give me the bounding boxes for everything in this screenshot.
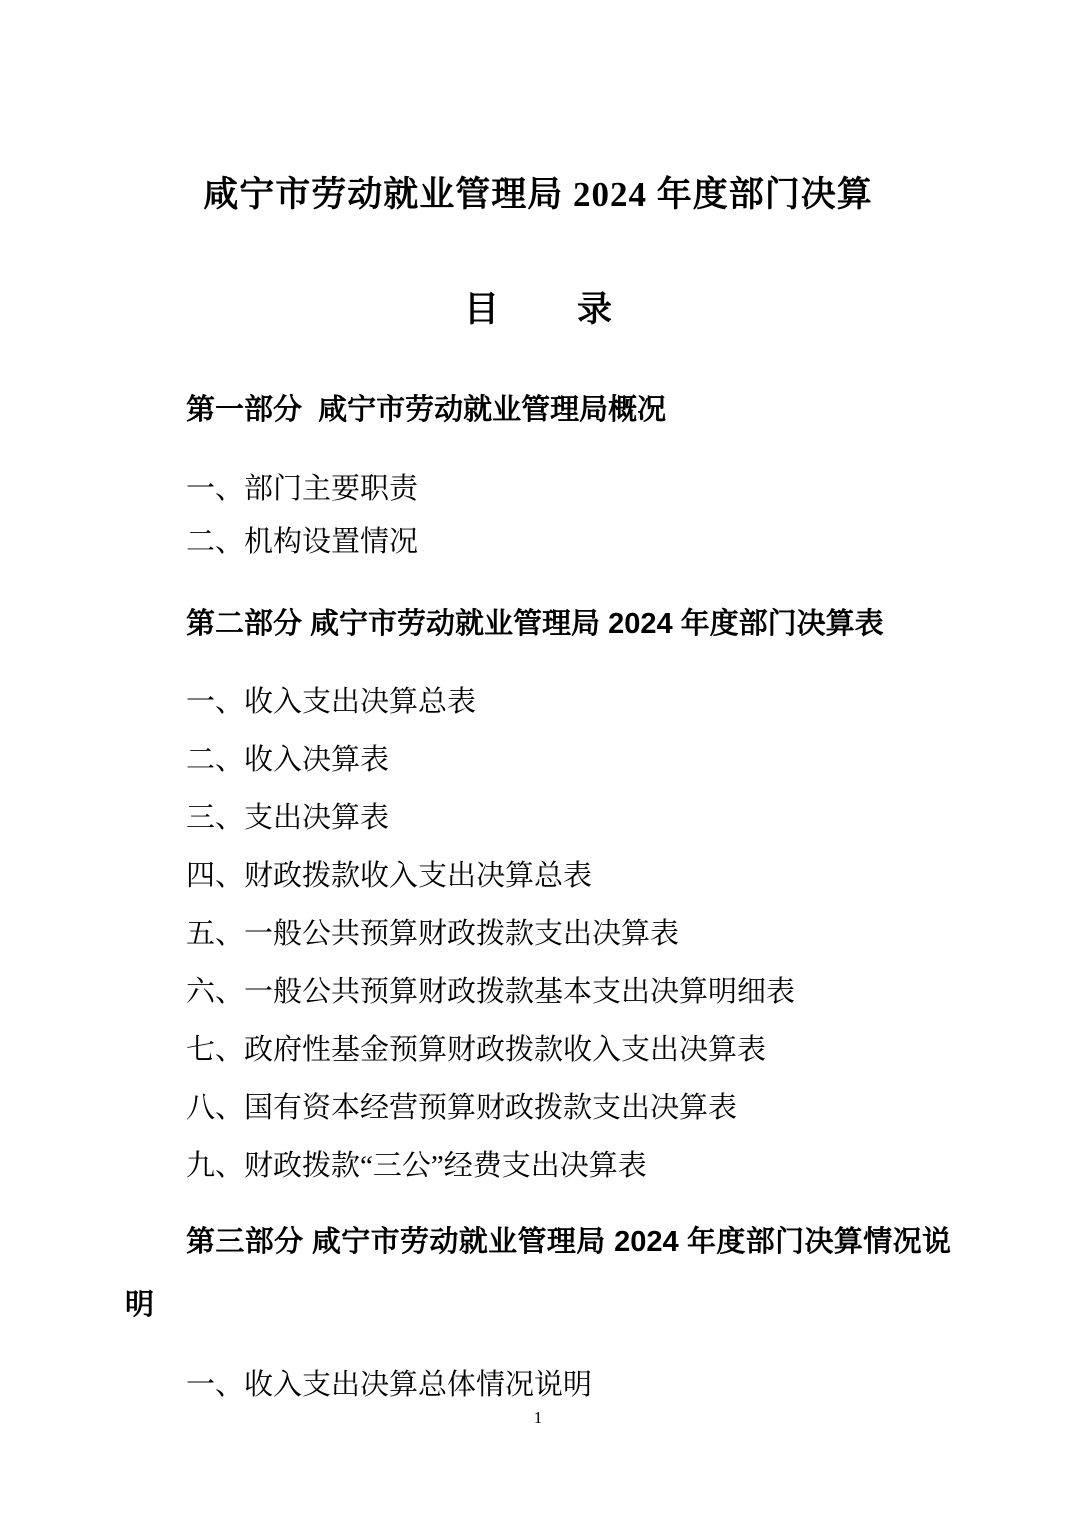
- toc-title-char-2: 录: [577, 290, 613, 329]
- part2-heading: 第二部分 咸宁市劳动就业管理局 2024 年度部门决算表: [186, 608, 884, 640]
- toc-item-part2-6: 六、一般公共预算财政拨款基本支出决算明细表: [186, 976, 796, 1008]
- toc-title-char-1: 目: [463, 290, 499, 329]
- toc-item-part1-1: 一、部门主要职责: [186, 473, 419, 505]
- toc-title: [0, 286, 1076, 334]
- toc-item-part2-1: 一、收入支出决算总表: [186, 686, 477, 718]
- part3-heading: 第三部分 咸宁市劳动就业管理局 2024 年度部门决算情况说明: [125, 1226, 951, 1321]
- toc-item-part2-4: 四、财政拨款收入支出决算总表: [186, 860, 593, 892]
- part1-heading: 第一部分 咸宁市劳动就业管理局概况: [186, 394, 667, 426]
- toc-item-part2-3: 三、支出决算表: [186, 802, 390, 834]
- toc-item-part2-5: 五、一般公共预算财政拨款支出决算表: [186, 918, 680, 950]
- toc-item-part3-1: 一、收入支出决算总体情况说明: [186, 1369, 593, 1401]
- page-number: 1: [533, 1408, 543, 1427]
- document-title: 咸宁市劳动就业管理局 2024 年度部门决算: [203, 175, 873, 214]
- toc-item-part2-7: 七、政府性基金预算财政拨款收入支出决算表: [186, 1034, 767, 1066]
- toc-item-part1-2: 二、机构设置情况: [186, 526, 419, 558]
- toc-item-part2-2: 二、收入决算表: [186, 744, 390, 776]
- toc-item-part2-9: 九、财政拨款“三公”经费支出决算表: [186, 1150, 647, 1182]
- toc-item-part2-8: 八、国有资本经营预算财政拨款支出决算表: [186, 1092, 738, 1124]
